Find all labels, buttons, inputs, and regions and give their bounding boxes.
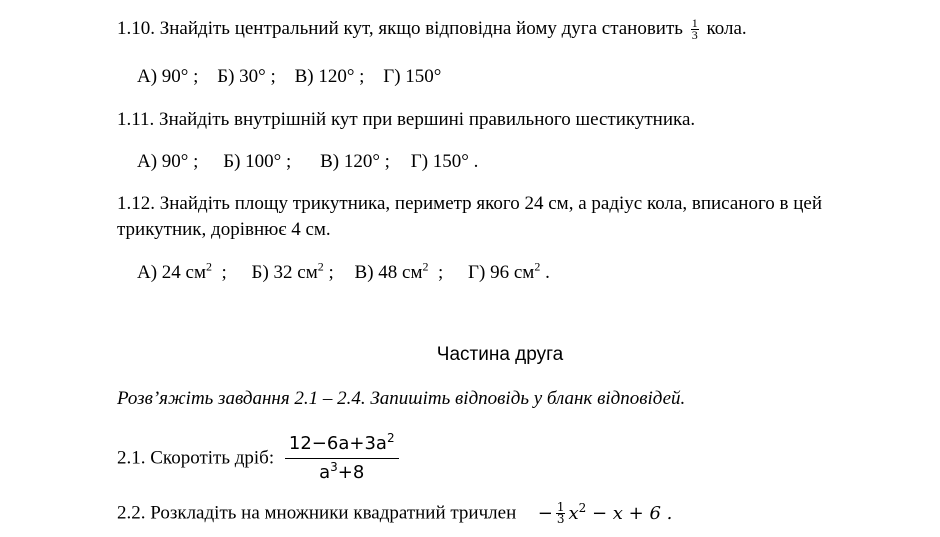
question-2-1	[117, 432, 399, 485]
question-1-12-line-1	[117, 191, 822, 217]
question-text: 2.2. Розкладіть на множники квадратний тричлен	[117, 502, 517, 524]
option-c: В) 120° ;	[294, 66, 365, 87]
question-1-10	[117, 16, 747, 42]
quadratic-expression: − $\frac{1}{3}$ $x^2 - x + 6$ .	[537, 500, 673, 527]
answer-options-1-10	[137, 64, 441, 90]
option-b: Б) 30° ;	[217, 66, 276, 87]
option-d: Г) 96 $см^2$ .	[468, 259, 550, 283]
option-b: Б) 100° ;	[223, 151, 292, 172]
rational-fraction	[285, 432, 399, 485]
option-b: Б) 32 $см^2$ ;	[251, 259, 334, 283]
question-text: 2.1. Скоротіть дріб:	[117, 447, 275, 469]
question-1-12-line-2	[117, 217, 331, 243]
option-d: Г) 150°	[383, 66, 442, 87]
question-2-2	[117, 502, 672, 525]
option-c: В) 48 $см^2$ ;	[354, 259, 444, 283]
option-c: В) 120° ;	[320, 151, 390, 172]
fraction-denominator: $a^3+8$	[319, 460, 365, 483]
question-text-tail: кола.	[706, 18, 747, 39]
question-text: 1.11. Знайдіть внутрішній кут при вершині правильного шестикутника.	[117, 109, 696, 130]
section-heading: Частина друга	[436, 344, 564, 365]
option-d: Г) 150° .	[410, 151, 479, 172]
section-instruction: Розв’яжіть завдання 2.1 – 2.4. Запишіть відповідь у бланк відповідей.	[117, 388, 686, 409]
question-text: 1.10. Знайдіть центральний кут, якщо відповідна йому дуга становить	[117, 18, 683, 39]
option-a: А) 90° ;	[137, 151, 199, 172]
question-text: 1.12. Знайдіть площу трикутника, периметр якого 24 см, а радіус кола, вписаного в цей	[117, 193, 823, 214]
answer-options-1-11	[137, 149, 478, 175]
fraction-numerator: $12-6a+3a^2$	[285, 432, 399, 459]
question-text: трикутник, дорівнює 4 см.	[117, 219, 331, 240]
fraction-one-third: $\frac{1}{3}$	[691, 16, 698, 43]
option-a: А) 24 $см^2$ ;	[137, 259, 227, 283]
answer-options-1-12	[137, 260, 550, 286]
option-a: А) 90° ;	[137, 66, 199, 87]
question-1-11	[117, 107, 695, 133]
